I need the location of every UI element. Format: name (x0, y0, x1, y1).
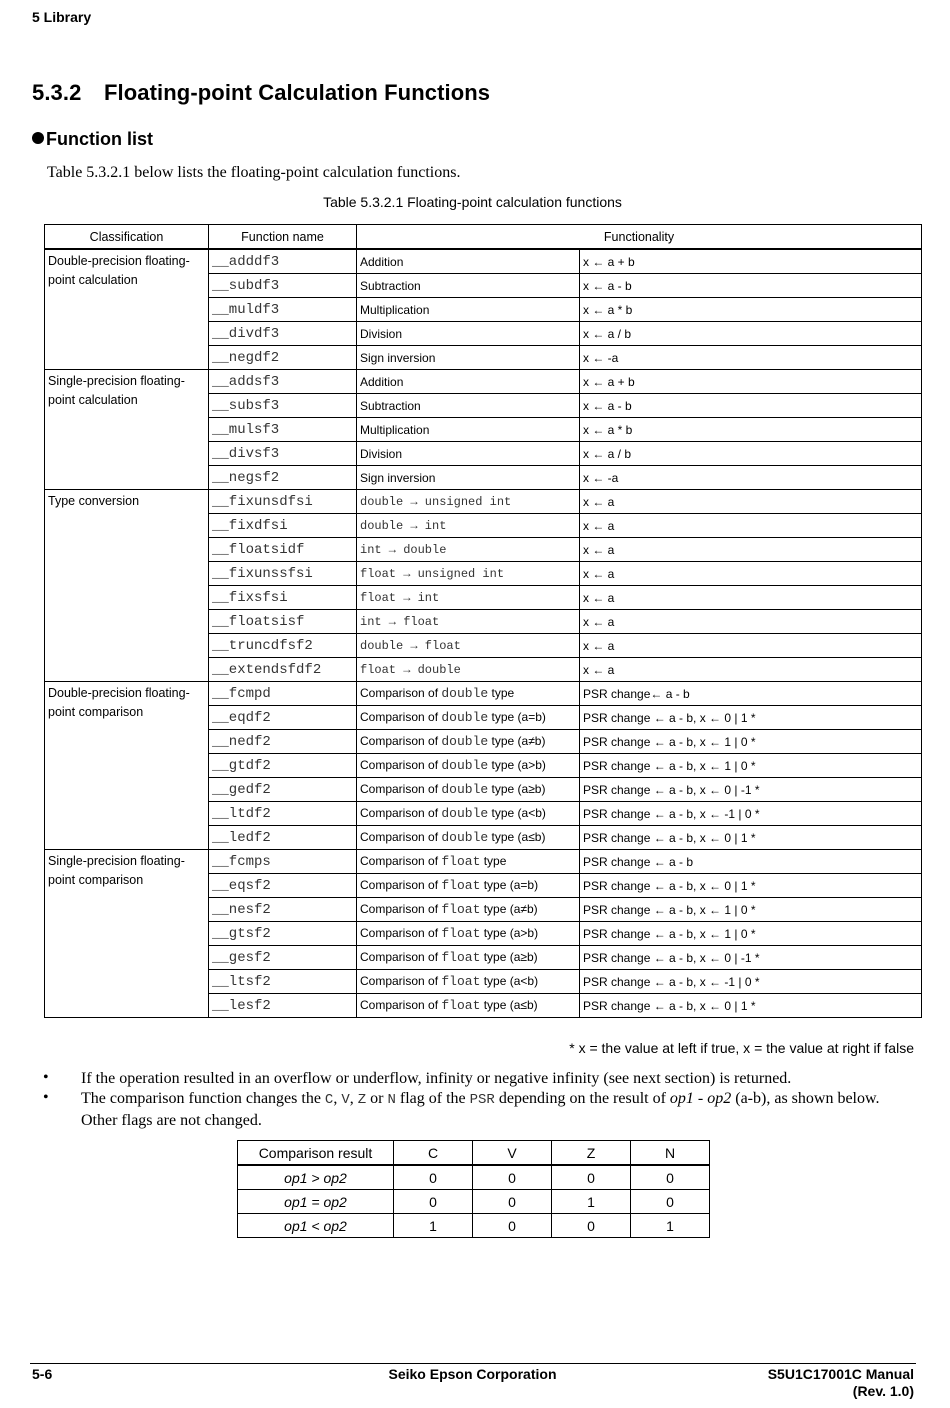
table-row (45, 850, 922, 874)
description-text: type (a≥b) (488, 782, 546, 796)
table-header-row (45, 225, 922, 250)
description-cell: float → int (357, 586, 580, 610)
result-cell: PSR change← a - b (580, 682, 922, 706)
function-name-cell: __fixunsdfsi (209, 490, 357, 514)
description-cell: float → unsigned int (357, 562, 580, 586)
function-name-cell: __floatsisf (209, 610, 357, 634)
intro-paragraph: Table 5.3.2.1 below lists the floating-point calculation functions. (47, 164, 461, 181)
function-name-cell: __fixdfsi (209, 514, 357, 538)
result-cell: PSR change ← a - b, x ← 1 | 0 * (580, 898, 922, 922)
footer-revision: (Rev. 1.0) (852, 1383, 914, 1399)
flag-value-cell: 0 (552, 1165, 631, 1190)
function-name-cell: __negsf2 (209, 466, 357, 490)
description-text: Comparison of (360, 830, 442, 844)
function-name-cell: __subsf3 (209, 394, 357, 418)
section-number: 5.3.2 (32, 80, 82, 105)
flag-value-cell: 1 (394, 1214, 473, 1238)
description-text: Comparison of (360, 854, 442, 868)
description-text: Comparison of (360, 686, 442, 700)
bullet-text: The comparison function changes the C, V, Z or N flag of the PSR depending on the result of op1 - op2 (a-b), as shown below. Other flags are not changed. (81, 1090, 880, 1129)
footer-manual (768, 1366, 914, 1400)
flag-value-cell: 0 (552, 1214, 631, 1238)
type-keyword: float (441, 998, 481, 1013)
description-text: Comparison of (360, 902, 442, 916)
description-cell: Division (357, 322, 580, 346)
comparison-header: Comparison result (238, 1141, 394, 1166)
result-cell: PSR change ← a - b, x ← 0 | 1 * (580, 826, 922, 850)
section-title: Floating-point Calculation Functions (104, 80, 491, 105)
result-cell: PSR change ← a - b, x ← -1 | 0 * (580, 970, 922, 994)
result-cell: PSR change ← a - b, x ← 0 | 1 * (580, 994, 922, 1018)
description-cell (357, 778, 580, 802)
description-text: type (a<b) (480, 974, 539, 988)
footer-manual-title: S5U1C17001C Manual (767, 1366, 914, 1382)
type-keyword: double (441, 710, 489, 725)
header-functionality: Functionality (357, 225, 922, 250)
result-cell: x ← a (580, 490, 922, 514)
result-cell: x ← a / b (580, 442, 922, 466)
description-text: type (a≤b) (488, 830, 546, 844)
function-name-cell: __addsf3 (209, 370, 357, 394)
function-name-cell: __gedf2 (209, 778, 357, 802)
description-cell: Addition (357, 249, 580, 274)
footer-company: Seiko Epson Corporation (388, 1366, 557, 1382)
flag-value-cell: 0 (631, 1190, 710, 1214)
description-cell: double → float (357, 634, 580, 658)
function-name-cell: __divdf3 (209, 322, 357, 346)
description-text: Comparison of (360, 926, 442, 940)
description-text: type (a=b) (480, 878, 539, 892)
result-cell: x ← a - b (580, 394, 922, 418)
header-classification: Classification (45, 225, 209, 250)
type-keyword: float (441, 878, 481, 893)
footer-rule (30, 1363, 916, 1364)
comparison-result-cell: op1 < op2 (238, 1214, 394, 1238)
description-text: type (a≠b) (480, 902, 538, 916)
function-name-cell: __fixunssfsi (209, 562, 357, 586)
function-name-cell: __divsf3 (209, 442, 357, 466)
comparison-result-cell: op1 > op2 (238, 1165, 394, 1190)
result-cell: PSR change ← a - b, x ← 0 | 1 * (580, 874, 922, 898)
description-cell: int → double (357, 538, 580, 562)
function-name-cell: __nesf2 (209, 898, 357, 922)
description-text: Comparison of (360, 758, 442, 772)
classification-cell: Double-precision floating-point comparison (45, 682, 209, 850)
type-keyword: float (441, 926, 481, 941)
description-cell: double → unsigned int (357, 490, 580, 514)
function-name-cell: __lesf2 (209, 994, 357, 1018)
description-cell: int → float (357, 610, 580, 634)
classification-cell: Type conversion (45, 490, 209, 682)
result-cell: x ← a (580, 610, 922, 634)
result-cell: x ← a * b (580, 418, 922, 442)
description-cell: float → double (357, 658, 580, 682)
description-cell: Division (357, 442, 580, 466)
comparison-row (238, 1165, 710, 1190)
description-text: type (a>b) (480, 926, 539, 940)
function-name-cell: __subdf3 (209, 274, 357, 298)
table-row (45, 682, 922, 706)
table-row (45, 370, 922, 394)
description-text: Comparison of (360, 878, 442, 892)
function-name-cell: __ltsf2 (209, 970, 357, 994)
flag-value-cell: 1 (631, 1214, 710, 1238)
description-text: Comparison of (360, 782, 442, 796)
description-cell: double → int (357, 514, 580, 538)
flag-value-cell: 0 (473, 1165, 552, 1190)
description-text: type (a<b) (488, 806, 546, 820)
result-cell: PSR change ← a - b, x ← -1 | 0 * (580, 802, 922, 826)
description-cell (357, 730, 580, 754)
description-cell: Sign inversion (357, 466, 580, 490)
subsection-heading (32, 129, 153, 150)
table-row (45, 490, 922, 514)
type-keyword: float (441, 902, 481, 917)
type-keyword: float (441, 974, 481, 989)
function-name-cell: __ledf2 (209, 826, 357, 850)
description-text: type (480, 854, 507, 868)
result-cell: x ← a + b (580, 370, 922, 394)
description-text: type (a≤b) (480, 998, 538, 1012)
result-cell: x ← a / b (580, 322, 922, 346)
classification-cell: Double-precision floating-point calculation (45, 249, 209, 370)
table-caption: Table 5.3.2.1 Floating-point calculation functions (323, 194, 622, 210)
running-header: 5 Library (32, 9, 92, 25)
footer-page-number: 5-6 (32, 1366, 53, 1382)
comparison-row (238, 1190, 710, 1214)
description-text: type (488, 686, 515, 700)
function-name-cell: __muldf3 (209, 298, 357, 322)
function-name-cell: __fcmpd (209, 682, 357, 706)
bullet-dot-icon (32, 132, 44, 144)
description-cell (357, 874, 580, 898)
description-cell: Sign inversion (357, 346, 580, 370)
description-cell: Multiplication (357, 418, 580, 442)
description-cell (357, 826, 580, 850)
function-name-cell: __ltdf2 (209, 802, 357, 826)
description-cell: Addition (357, 370, 580, 394)
function-name-cell: __mulsf3 (209, 418, 357, 442)
flag-value-cell: 0 (631, 1165, 710, 1190)
function-name-cell: __eqdf2 (209, 706, 357, 730)
result-cell: x ← a (580, 658, 922, 682)
description-text: Comparison of (360, 806, 442, 820)
comparison-header: N (631, 1141, 710, 1166)
description-text: Comparison of (360, 950, 442, 964)
result-cell: PSR change ← a - b, x ← 1 | 0 * (580, 730, 922, 754)
result-cell: PSR change ← a - b (580, 850, 922, 874)
type-keyword: double (441, 830, 489, 845)
function-name-cell: __gtdf2 (209, 754, 357, 778)
type-keyword: double (441, 758, 489, 773)
function-name-cell: __negdf2 (209, 346, 357, 370)
function-name-cell: __nedf2 (209, 730, 357, 754)
result-cell: PSR change ← a - b, x ← 1 | 0 * (580, 922, 922, 946)
result-cell: x ← a * b (580, 298, 922, 322)
flag-value-cell: 0 (394, 1190, 473, 1214)
function-name-cell: __eqsf2 (209, 874, 357, 898)
comparison-header-row (238, 1141, 710, 1166)
description-text: Comparison of (360, 734, 442, 748)
type-keyword: double (441, 806, 489, 821)
type-keyword: float (441, 854, 481, 869)
header-function-name: Function name (209, 225, 357, 250)
table-footnote: * x = the value at left if true, x = the value at right if false (569, 1040, 914, 1056)
comparison-row (238, 1214, 710, 1238)
flag-value-cell: 0 (473, 1214, 552, 1238)
bullet-icon: • (43, 1089, 49, 1106)
function-name-cell: __extendsfdf2 (209, 658, 357, 682)
description-cell (357, 754, 580, 778)
description-cell (357, 850, 580, 874)
section-heading (32, 80, 490, 106)
result-cell: PSR change ← a - b, x ← 0 | -1 * (580, 946, 922, 970)
description-text: type (a>b) (488, 758, 546, 772)
function-name-cell: __adddf3 (209, 249, 357, 274)
classification-cell: Single-precision floating-point calculation (45, 370, 209, 490)
type-keyword: double (441, 686, 489, 701)
description-text: type (a=b) (488, 710, 546, 724)
result-cell: x ← a + b (580, 249, 922, 274)
description-cell (357, 898, 580, 922)
result-cell: x ← a (580, 586, 922, 610)
subsection-title: Function list (46, 129, 153, 149)
result-cell: x ← a (580, 634, 922, 658)
type-keyword: double (441, 782, 489, 797)
description-text: type (a≠b) (488, 734, 546, 748)
description-cell: Multiplication (357, 298, 580, 322)
function-name-cell: __fcmps (209, 850, 357, 874)
result-cell: PSR change ← a - b, x ← 0 | 1 * (580, 706, 922, 730)
function-name-cell: __fixsfsi (209, 586, 357, 610)
comparison-header: V (473, 1141, 552, 1166)
function-name-cell: __gtsf2 (209, 922, 357, 946)
description-cell (357, 970, 580, 994)
classification-cell: Single-precision floating-point comparison (45, 850, 209, 1018)
description-text: Comparison of (360, 974, 442, 988)
comparison-result-cell: op1 = op2 (238, 1190, 394, 1214)
description-cell: Subtraction (357, 394, 580, 418)
flag-value-cell: 0 (473, 1190, 552, 1214)
comparison-table (237, 1140, 710, 1238)
flag-value-cell: 0 (394, 1165, 473, 1190)
type-keyword: double (441, 734, 489, 749)
bullet-text: If the operation resulted in an overflow or underflow, infinity or negative infinity (see next section) is returned. (81, 1070, 792, 1087)
description-cell (357, 922, 580, 946)
function-name-cell: __floatsidf (209, 538, 357, 562)
description-cell: Subtraction (357, 274, 580, 298)
flag-value-cell: 1 (552, 1190, 631, 1214)
result-cell: x ← a (580, 538, 922, 562)
description-cell (357, 802, 580, 826)
description-text: Comparison of (360, 998, 442, 1012)
function-table (44, 224, 922, 1018)
result-cell: x ← a - b (580, 274, 922, 298)
result-cell: x ← a (580, 562, 922, 586)
table-row (45, 249, 922, 274)
result-cell: x ← -a (580, 346, 922, 370)
result-cell: PSR change ← a - b, x ← 0 | -1 * (580, 778, 922, 802)
result-cell: x ← a (580, 514, 922, 538)
description-text: type (a≥b) (480, 950, 538, 964)
comparison-header: C (394, 1141, 473, 1166)
comparison-header: Z (552, 1141, 631, 1166)
description-text: Comparison of (360, 710, 442, 724)
result-cell: x ← -a (580, 466, 922, 490)
function-name-cell: __gesf2 (209, 946, 357, 970)
type-keyword: float (441, 950, 481, 965)
bullet-icon: • (43, 1069, 49, 1086)
description-cell (357, 994, 580, 1018)
description-cell (357, 946, 580, 970)
result-cell: PSR change ← a - b, x ← 1 | 0 * (580, 754, 922, 778)
function-name-cell: __truncdfsf2 (209, 634, 357, 658)
description-cell (357, 682, 580, 706)
description-cell (357, 706, 580, 730)
